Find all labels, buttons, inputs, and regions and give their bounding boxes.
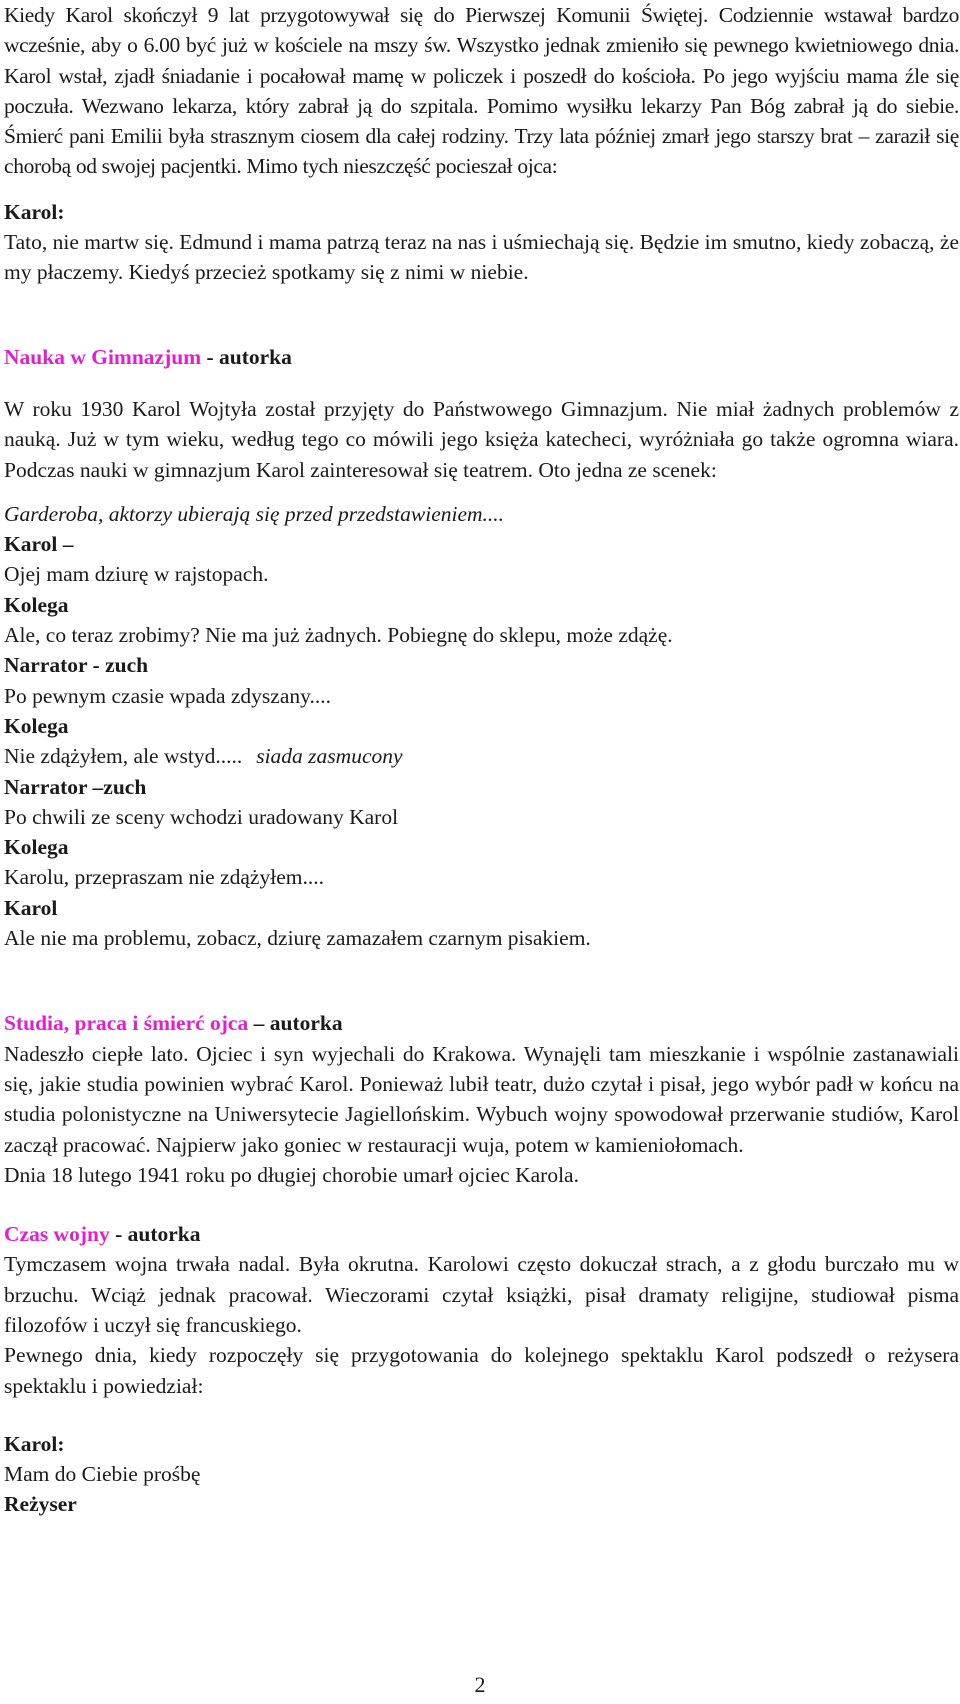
section-title: Czas wojny [4, 1222, 110, 1247]
dialogue-speaker: Narrator –zuch [4, 774, 147, 799]
dialogue-line: Mam do Ciebie prośbę [4, 1462, 201, 1487]
section-role: - autorka [109, 1222, 201, 1247]
dialogue-speaker: Kolega [4, 835, 69, 860]
studia-paragraph: Nadeszło ciepłe lato. Ojciec i syn wyjechali do Krakowa. Wynajęli tam mieszkanie i wspólnie zastanawiali się, jakie studia powinien wybrać Karol. Ponieważ lubił teatr, dużo czytał i pisał, jego wybór padł w końcu na studia polonistyczne na Uniwersytecie Jagiellońskim. Wybuch wojny spowodował przerwanie studiów, Karol zaczął pracować. Najpierw jako goniec w restauracji wuja, potem w kamieniołomach. [4, 1041, 959, 1157]
dialogue-line: Po chwili ze sceny wchodzi uradowany Karol [4, 804, 399, 829]
section-heading-wojna [4, 1219, 959, 1249]
dialogue [4, 529, 959, 953]
intro-paragraph: Kiedy Karol skończył 9 lat przygotowywał się do Pierwszej Komunii Świętej. Codziennie wstawał bardzo wcześnie, aby o 6.00 być już w kościele na mszy św. Wszystko jednak zmieniło się pewnego kwietniowego dnia. Karol wstał, zjadł śniadanie i pocałował mamę w policzek i poszedł do kościoła. Po jego wyjściu mama źle się poczuła. Wezwano lekarza, który zabrał ją do szpitala. Pomimo wysiłku lekarzy Pan Bóg zabrał ją do siebie. Śmierć pani Emilii była strasznym ciosem dla całej rodziny. Trzy lata później zmarł jego starszy brat – zaraził się chorobą od swojej pacjentki. Mimo tych nieszczęść pocieszał ojca: [4, 3, 959, 179]
karol-speech: Tato, nie martw się. Edmund i mama patrzą teraz na nas i uśmiechają się. Będzie im smutno, kiedy zobaczą, że my płaczemy. Kiedyś przecież spotkamy się z nimi w niebie. [4, 230, 959, 285]
section-role: – autorka [248, 1011, 343, 1036]
speaker-karol: Karol: [4, 1431, 65, 1456]
dialogue-line: Nie zdążyłem, ale wstyd..... [4, 744, 243, 769]
studia-last-line: Dnia 18 lutego 1941 roku po długiej chorobie umarł ojciec Karola. [4, 1162, 579, 1187]
wojna-paragraph-2: Pewnego dnia, kiedy rozpoczęły się przygotowania do kolejnego spektaklu Karol podszedł o reżysera spektaklu i powiedział: [4, 1343, 959, 1398]
dialogue-line-with-stage [4, 741, 959, 771]
dialogue-line: Po pewnym czasie wpada zdyszany.... [4, 683, 331, 708]
stage-direction: siada zasmucony [256, 744, 403, 769]
dialogue-speaker: Karol – [4, 532, 74, 557]
section-title: Nauka w Gimnazjum [4, 344, 202, 369]
scene-description: Garderoba, aktorzy ubierają się przed przedstawieniem.... [4, 501, 505, 526]
dialogue-line: Ale, co teraz zrobimy? Nie ma już żadnych. Pobiegnę do sklepu, może zdążę. [4, 623, 673, 648]
dialogue-line: Ojej mam dziurę w rajstopach. [4, 562, 269, 587]
section-title: Studia, praca i śmierć ojca [4, 1011, 249, 1036]
dialogue-speaker: Kolega [4, 713, 69, 738]
dialogue-speaker: Kolega [4, 592, 69, 617]
section-heading-studia [4, 1008, 959, 1038]
section-role: - autorka [201, 344, 292, 369]
dialogue-line: Karolu, przepraszam nie zdążyłem.... [4, 865, 324, 890]
dialogue-line: Ale nie ma problemu, zobacz, dziurę zamazałem czarnym pisakiem. [4, 926, 591, 951]
section-heading-gimnazjum [4, 342, 959, 372]
wojna-paragraph-1: Tymczasem wojna trwała nadal. Była okrutna. Karolowi często dokuczał strach, a z głodu burczało mu w brzuchu. Wciąż jednak pracował. Wieczorami czytał książki, pisał dramaty religijne, studiował pisma filozofów i uczył się francuskiego. [4, 1252, 959, 1337]
document-page [4, 0, 959, 1520]
gimnazjum-paragraph: W roku 1930 Karol Wojtyła został przyjęty do Państwowego Gimnazjum. Nie miał żadnych problemów z nauką. Już w tym wieku, według tego co mówili jego księża katecheci, wyróżniała go także ogromna wiara. Podczas nauki w gimnazjum Karol zainteresował się teatrem. Oto jedna ze scenek: [4, 396, 959, 482]
page-number: 2 [474, 1672, 486, 1697]
dialogue-speaker: Narrator - zuch [4, 653, 149, 678]
speaker-rezyser: Reżyser [4, 1492, 77, 1517]
dialogue-speaker: Karol [4, 895, 58, 920]
speaker-karol: Karol: [4, 199, 65, 224]
